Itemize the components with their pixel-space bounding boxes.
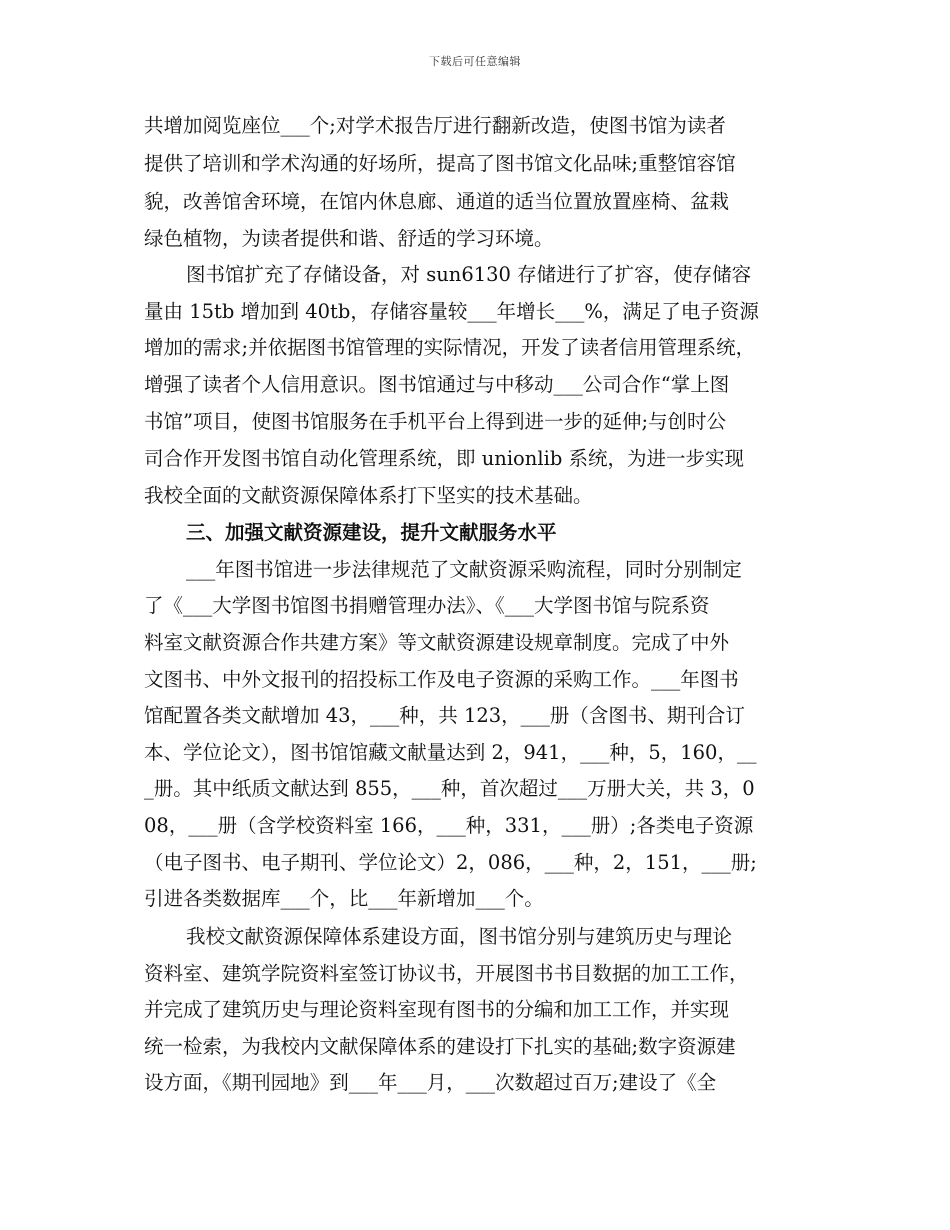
section-heading: 三、加强文献资源建设，提升文献服务水平 [186, 521, 557, 544]
text-line: 我校全面的文献资源保障体系打下坚实的技术基础。 [144, 484, 593, 507]
text-line: 量由 15tb 增加到 40tb，存储容量较___年增长___%，满足了电子资源 [144, 300, 759, 323]
text-line: 增加的需求;并依据图书馆管理的实际情况，开发了读者信用管理系统， [144, 336, 756, 359]
text-line: 增强了读者个人信用意识。图书馆通过与中移动___公司合作“掌上图 [144, 373, 730, 396]
text-line: _册。其中纸质文献达到 855，___种，首次超过___万册大关，共 3，0 [144, 777, 755, 800]
text-line: 了《___大学图书馆图书捐赠管理办法》、《___大学图书馆与院系资 [144, 594, 710, 617]
text-line: 绿色植物，为读者提供和谐、舒适的学习环境。 [144, 227, 554, 250]
text-line: 料室文献资源合作共建方案》等文献资源建设规章制度。完成了中外 [144, 631, 730, 654]
text-line: 并完成了建筑历史与理论资料室现有图书的分编和加工工作，并实现 [144, 998, 730, 1021]
text-line: 我校文献资源保障体系建设方面，图书馆分别与建筑历史与理论 [186, 925, 733, 948]
page-header: 下载后可任意编辑 [429, 55, 521, 68]
text-line: 08，___册（含学校资料室 166，___种，331，___册）;各类电子资源 [144, 814, 754, 837]
text-line: 统一检索，为我校内文献保障体系的建设打下扎实的基础;数字资源建 [144, 1035, 736, 1058]
text-line: 本、学位论文），图书馆馆藏文献量达到 2，941，___种，5，160，__ [144, 741, 757, 764]
text-line: 司合作开发图书馆自动化管理系统，即 unionlib 系统，为进一步实现 [144, 447, 745, 470]
text-line: 貌，改善馆舍环境，在馆内休息廊、通道的适当位置放置座椅、盆栽 [144, 190, 730, 213]
text-line: 共增加阅览座位___个;对学术报告厅进行翻新改造，使图书馆为读者 [144, 114, 726, 137]
text-line: 馆配置各类文献增加 43，___种，共 123，___册（含图书、期刊合订 [144, 704, 745, 727]
text-line: 资料室、建筑学院资料室签订协议书，开展图书书目数据的加工工作， [144, 962, 749, 985]
text-line: 提供了培训和学术沟通的好场所，提高了图书馆文化品味;重整馆容馆 [144, 152, 736, 175]
text-line: 文图书、中外文报刊的招投标工作及电子资源的采购工作。___年图书 [144, 668, 739, 691]
text-line: 设方面，《期刊园地》到___年___月，___次数超过百万;建设了《全 [144, 1071, 717, 1094]
text-line: 书馆”项目，使图书馆服务在手机平台上得到进一步的延伸;与创时公 [144, 410, 727, 433]
text-line: ___年图书馆进一步法律规范了文献资源采购流程，同时分别制定 [186, 558, 742, 581]
text-line: 图书馆扩充了存储设备，对 sun6130 存储进行了扩容，使存储容 [186, 263, 752, 286]
text-line: （电子图书、电子期刊、学位论文）2，086，___种，2，151，___册; [144, 851, 757, 874]
text-line: 引进各类数据库___个，比___年新增加___个。 [144, 887, 544, 910]
